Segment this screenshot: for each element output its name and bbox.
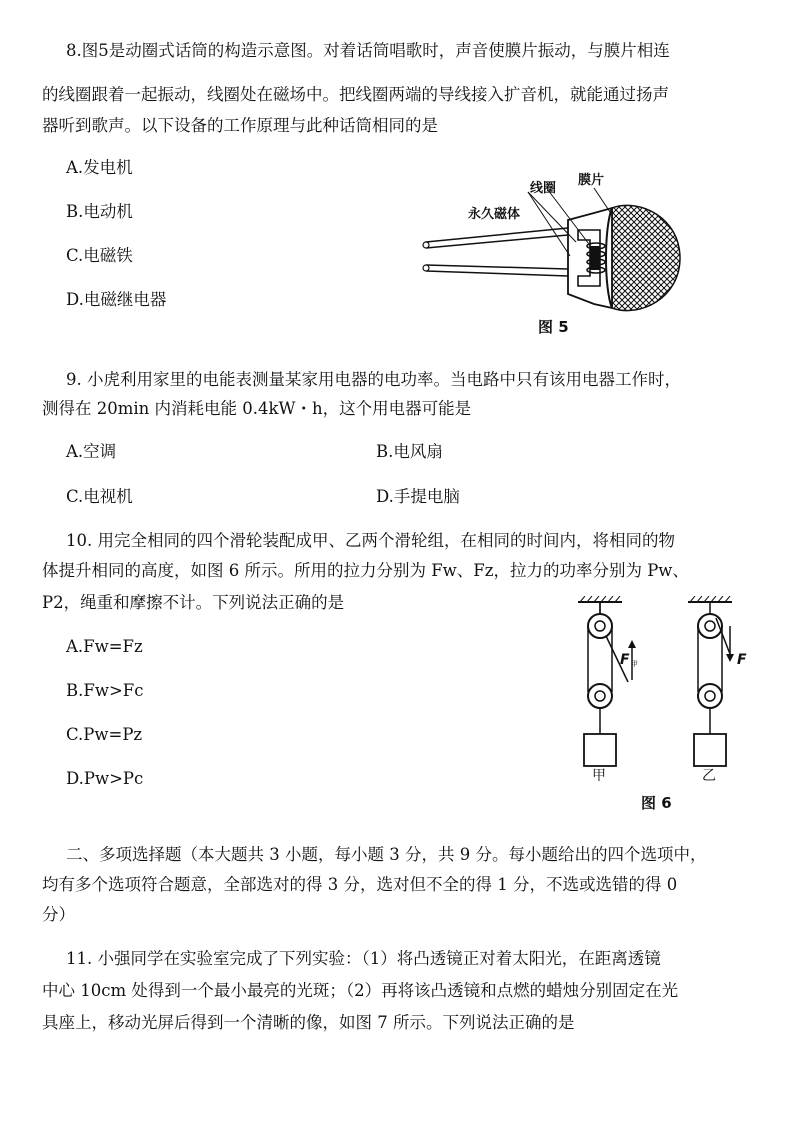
q8-stem-line-3: 器听到歌声。以下设备的工作原理与此种话筒相同的是: [42, 116, 438, 135]
q8-stem-line-2: 的线圈跟着一起振动，线圈处在磁场中。把线圈两端的导线接入扩音机，就能通过扬声: [42, 85, 669, 104]
q9-option-a: A.空调: [66, 442, 117, 461]
q11-stem-line-1: 11. 小强同学在实验室完成了下列实验：（1）将凸透镜正对着太阳光，在距离透镜: [66, 949, 661, 968]
q9-option-b: B.电风扇: [376, 442, 443, 461]
label-jia: 甲: [592, 768, 606, 784]
q10-option-c: C.Pw=Pz: [66, 725, 143, 744]
q10-stem-line-2: 体提升相同的高度，如图 6 所示。所用的拉力分别为 Fw、Fz，拉力的功率分别为 Pw、: [42, 561, 689, 580]
pulley-system-jia: [578, 596, 638, 784]
figure-5-caption: 图 5: [538, 318, 569, 336]
handle-line-top: [426, 228, 568, 242]
q10-option-a: A.Fw=Fz: [66, 637, 143, 656]
q11-stem-line-2: 中心 10cm 处得到一个最小最亮的光斑；（2）再将该凸透镜和点燃的蜡烛分别固定在光: [42, 981, 679, 1000]
handle-line-bottom: [426, 265, 568, 269]
q9-option-c: C.电视机: [66, 487, 133, 506]
q8-stem-line-1: 8.图5是动圈式话筒的构造示意图。对着话筒唱歌时，声音使膜片振动，与膜片相连: [66, 41, 670, 60]
q9-option-d: D.手提电脑: [376, 487, 460, 506]
q11-stem-line-3: 具座上，移动光屏后得到一个清晰的像，如图 7 所示。下列说法正确的是: [42, 1013, 575, 1032]
q10-option-b: B.Fw>Fc: [66, 681, 144, 700]
q9-stem-line-1: 9. 小虎利用家里的电能表测量某家用电器的电功率。当电路中只有该用电器工作时，: [66, 370, 681, 389]
q8-option-d: D.电磁继电器: [66, 290, 167, 309]
q10-stem-line-1: 10. 用完全相同的四个滑轮装配成甲、乙两个滑轮组，在相同的时间内，将相同的物: [66, 531, 675, 550]
q8-option-b: B.电动机: [66, 202, 133, 221]
q10-stem-line-3: P2，绳重和摩擦不计。下列说法正确的是: [42, 593, 345, 612]
label-permanent-magnet: 永久磁体: [468, 207, 521, 222]
q10-option-d: D.Pw>Pc: [66, 769, 144, 788]
force-label-jia: F: [620, 652, 630, 668]
force-label-yi: F: [737, 652, 747, 668]
microphone-diagram: [418, 168, 688, 340]
q8-option-a: A.发电机: [66, 158, 133, 177]
q8-option-c: C.电磁铁: [66, 246, 133, 265]
section-2-line-2: 均有多个选项符合题意，全部选对的得 3 分，选对但不全的得 1 分，不选或选错的得 0: [42, 875, 678, 894]
section-2-line-3: 分）: [42, 905, 75, 924]
q9-stem-line-2: 测得在 20min 内消耗电能 0.4kW・h，这个用电器可能是: [42, 399, 472, 418]
pulley-system-yi: [688, 596, 747, 784]
label-coil: 线圈: [530, 181, 557, 196]
label-membrane: 膜片: [578, 173, 605, 188]
pulley-diagram: [560, 596, 770, 792]
label-yi: 乙: [702, 768, 716, 784]
microphone-mesh-head: [612, 205, 680, 310]
figure-6-caption: 图 6: [641, 794, 672, 812]
section-2-line-1: 二、多项选择题（本大题共 3 小题，每小题 3 分，共 9 分。每小题给出的四个选项中，: [66, 845, 707, 864]
force-subscript-jia: 甲: [631, 660, 638, 668]
